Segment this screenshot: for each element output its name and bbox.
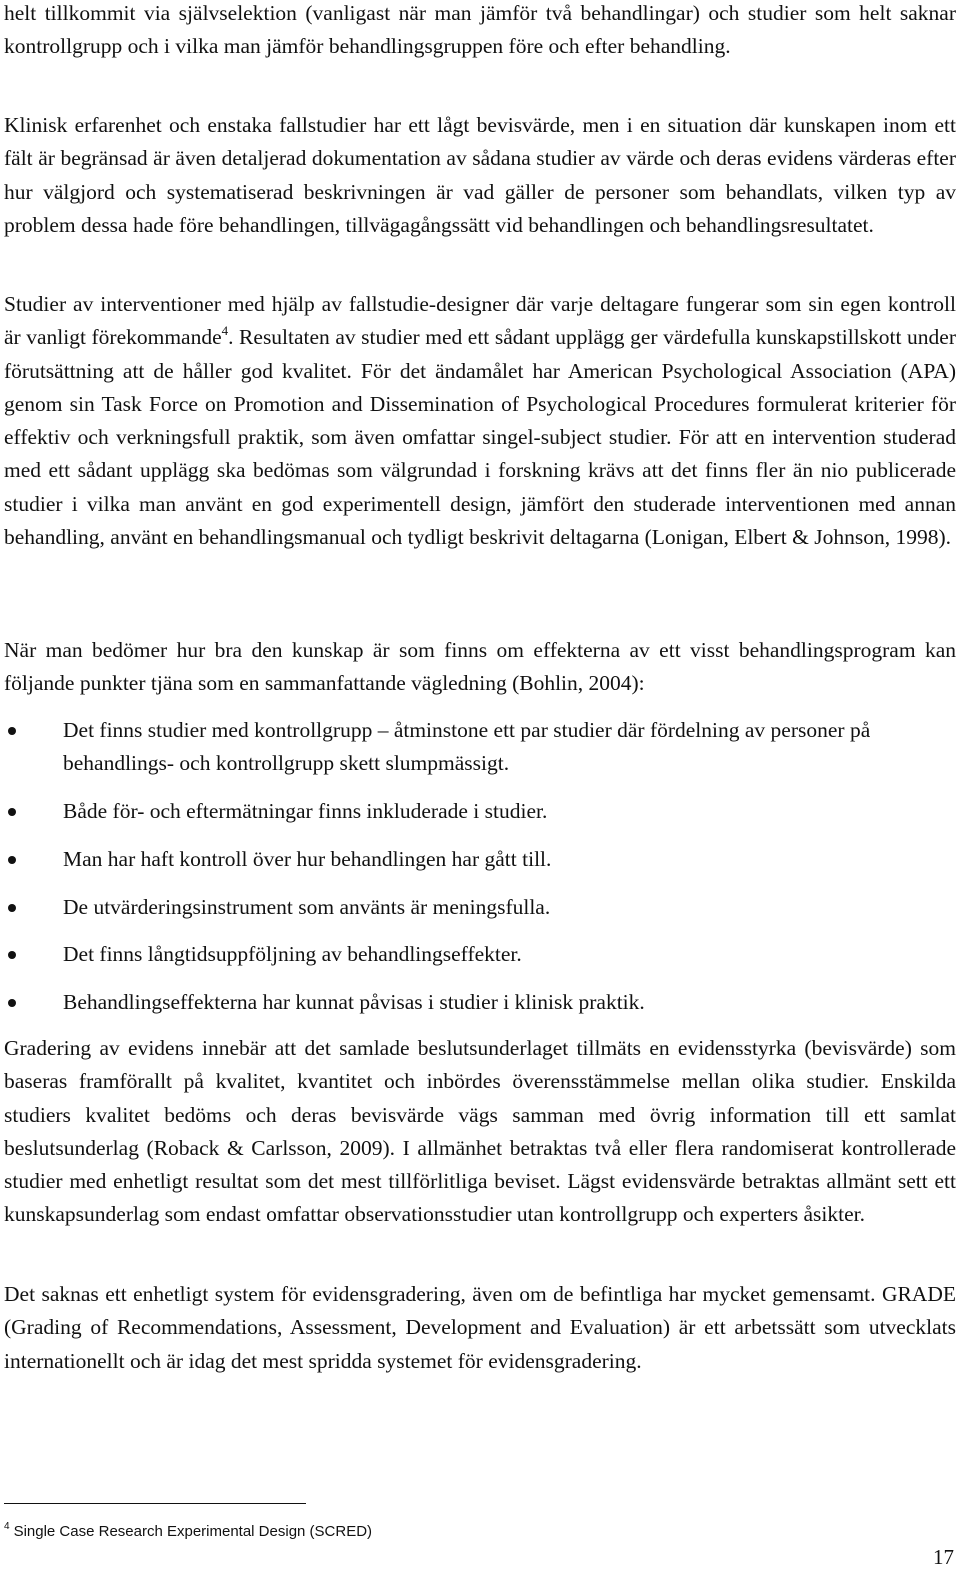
list-item (4, 986, 956, 1019)
paragraph-case-study-part2: . Resultaten av studier med ett sådant upplägg ger värdefulla kunskapstillskott under förutsättning att de håller god kvalitet. För det ändamålet har American Psychological Association (APA) genom sin Task Force on Promotion and Dissemination of Psychological Procedures formulerat kriterier för effektiv och verkningsfull praktik, som även omfattar singel-subject studier. För att en intervention studerad med ett sådant upplägg ska bedömas som välgrundad i forskning krävs att det finns fler än nio publicerade studier i vilka man använt en god experimentell design, jämfört den studerade interventionen med annan behandling, använt en behandlingsmanual och tydligt beskrivit deltagarna (Lonigan, Elbert & Johnson, 1998). (4, 325, 956, 550)
bullet-text: Behandlingseffekterna har kunnat påvisas i studier i klinisk praktik. (63, 990, 645, 1015)
paragraph-evidence-grading: Gradering av evidens innebär att det samlade beslutsunderlaget tillmäts en evidensstyrka (bevisvärde) som baseras framförallt på kvalitet, kvantitet och inbördes överensstämmelse mellan olika studier. Enskilda studiers kvalitet bedöms och deras bevisvärde vägs samman med övrig information till ett samlat beslutsunderlag (Roback & Carlsson, 2009). I allmänhet betraktas två eller flera randomiserat kontrollerade studier med enhetligt resultat som det mest tillförlitliga beviset. Lägst evidensvärde betraktas allmänt sett ett kunskapsunderlag som endast omfattar observationsstudier utan kontrollgrupp och experters åsikter. (4, 1036, 956, 1227)
bullet-icon (8, 808, 16, 816)
bullet-text: De utvärderingsinstrument som använts är meningsfulla. (63, 894, 551, 919)
paragraph-selection-bias: helt tillkommit via självselektion (vanligast när man jämför två behandlingar) och studier som helt saknar kontrollgrupp och i vilka man jämför behandlingsgruppen före och efter behandling. (4, 1, 956, 59)
bullet-icon (8, 951, 16, 959)
bullet-text: Det finns långtidsuppföljning av behandlingseffekter. (63, 942, 522, 967)
list-item (4, 891, 956, 924)
list-item (4, 714, 956, 781)
paragraph-guidance-intro: När man bedömer hur bra den kunskap är som finns om effekterna av ett visst behandlingsprogram kan följande punkter tjäna som en sammanfattande vägledning (Bohlin, 2004): (4, 638, 956, 696)
bullet-text: Både för- och eftermätningar finns inkluderade i studier. (63, 799, 548, 824)
paragraph-clinical-experience: Klinisk erfarenhet och enstaka fallstudier har ett lågt bevisvärde, men i en situation där kunskapen inom ett fält är begränsad är även detaljerad dokumentation av sådana studier av värde och deras evidens värderas efter hur välgjord och systematiserad beskrivningen är vad gäller de personer som behandlats, vilken typ av problem dessa hade före behandlingen, tillvägagångssätt vid behandlingen och behandlingsresultatet. (4, 113, 956, 237)
list-item (4, 938, 956, 971)
paragraph-grade-system: Det saknas ett enhetligt system för evidensgradering, även om de befintliga har mycket gemensamt. GRADE (Grading of Recommendations, Assessment, Development and Evaluation) är ett arbetssätt som utvecklats internationellt och är idag det mest spridda systemet för evidensgradering. (4, 1282, 956, 1373)
list-item (4, 843, 956, 876)
footnote (4, 1517, 372, 1542)
paragraph-case-study-designs (4, 288, 956, 554)
footnote-text: Single Case Research Experimental Design (SCRED) (13, 1523, 373, 1540)
bullet-text: Det finns studier med kontrollgrupp – åtminstone ett par studier där fördelning av personer på behandlings- och kontrollgrupp skett slumpmässigt. (63, 718, 871, 776)
bullet-text: Man har haft kontroll över hur behandlingen har gått till. (63, 846, 552, 871)
guidance-bullet-list (4, 714, 956, 1034)
paragraph-case-study-part1: Studier av interventioner med hjälp av fallstudie-designer där varje deltagare fungerar som sin egen kontroll är vanligt förekommande (4, 292, 956, 350)
bullet-icon (8, 904, 16, 912)
bullet-icon (8, 999, 16, 1007)
footnote-number: 4 (4, 1521, 10, 1532)
bullet-icon (8, 727, 16, 735)
page-number: 17 (933, 1545, 954, 1569)
bullet-icon (8, 856, 16, 864)
footnote-reference: 4 (221, 323, 229, 339)
list-item (4, 795, 956, 828)
footnote-divider (4, 1503, 306, 1504)
